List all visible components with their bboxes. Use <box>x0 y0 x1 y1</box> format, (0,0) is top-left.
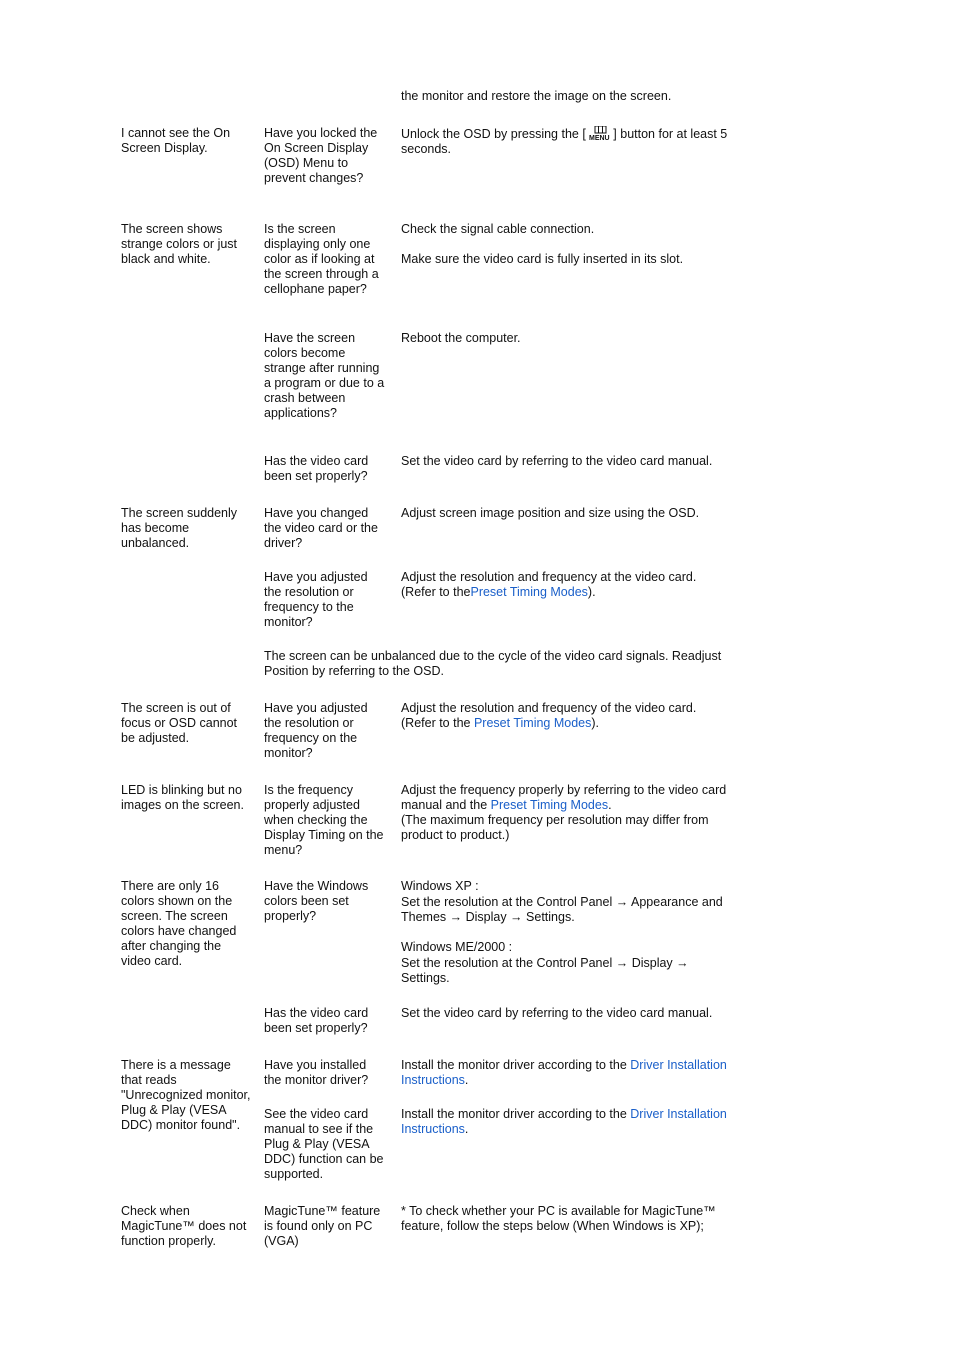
solution-adjust-resolution-card: Adjust the resolution and frequency of the video card. (Refer to the Preset Timing Modes). <box>401 701 697 730</box>
problem-strange-colors: The screen shows strange colors or just black and white. <box>121 222 238 266</box>
preset-timing-modes-link[interactable]: Preset Timing Modes <box>470 584 588 599</box>
check-driver-installed: Have you installed the monitor driver? <box>264 1058 369 1087</box>
preset-timing-modes-link[interactable]: Preset Timing Modes <box>490 797 609 812</box>
problem-osd-not-visible: I cannot see the On Screen Display. <box>121 126 231 155</box>
driver-installation-link[interactable]: Driver Installation Instructions <box>401 1058 727 1087</box>
svg-text:MENU: MENU <box>589 135 610 140</box>
check-osd-locked: Have you locked the On Screen Display (OSD) Menu to prevent changes? <box>264 126 378 185</box>
problem-out-of-focus: The screen is out of focus or OSD cannot be adjusted. <box>121 701 238 745</box>
solution-adjust-position: Adjust screen image position and size using the OSD. <box>401 506 700 520</box>
check-video-card-set-2: Has the video card been set properly? <box>264 1006 369 1035</box>
problem-led-blinking: LED is blinking but no images on the screen. <box>121 783 244 812</box>
solution-install-driver-2: Install the monitor driver according to the Driver Installation Instructions. <box>401 1107 727 1136</box>
problem-magictune: Check when MagicTune™ does not function properly. <box>121 1204 247 1248</box>
preset-timing-modes-link[interactable]: Preset Timing Modes <box>473 715 592 730</box>
check-adjusted-resolution: Have you adjusted the resolution or frequency to the monitor? <box>264 570 368 629</box>
check-one-color: Is the screen displaying only one color as if looking at the screen through a cellophane paper? <box>264 222 379 296</box>
solution-unlock-osd: Unlock the OSD by pressing the [ MENU ] button for at least 5 seconds. <box>401 127 728 156</box>
note-unbalanced-cycle: The screen can be unbalanced due to the cycle of the video card signals. Readjust Position by referring to the OSD. <box>264 649 722 678</box>
check-video-card-set: Has the video card been set properly? <box>264 454 369 483</box>
solution-video-card-manual-2: Set the video card by referring to the video card manual. <box>401 1006 713 1020</box>
solution-reboot: Reboot the computer. <box>401 331 521 345</box>
solution-magictune-steps: * To check whether your PC is available for MagicTune™ feature, follow the steps below (When Windows is XP); <box>401 1204 716 1233</box>
check-windows-colors: Have the Windows colors been set properly? <box>264 879 369 923</box>
check-plug-and-play: See the video card manual to see if the Plug & Play (VESA DDC) function can be supported. <box>264 1107 384 1181</box>
solution-video-card-manual: Set the video card by referring to the video card manual. <box>401 454 713 468</box>
problem-unrecognized-monitor: There is a message that reads "Unrecognized monitor, Plug & Play (VESA DDC) monitor found". <box>121 1058 251 1132</box>
check-adjusted-resolution-monitor: Have you adjusted the resolution or frequency on the monitor? <box>264 701 368 760</box>
menu-button-icon <box>589 126 613 140</box>
driver-installation-link[interactable]: Driver Installation Instructions <box>401 1107 727 1136</box>
check-magictune-pc: MagicTune™ feature is found only on PC (VGA) <box>264 1204 381 1248</box>
check-frequency-adjusted: Is the frequency properly adjusted when checking the Display Timing on the menu? <box>264 783 384 857</box>
solution-windows-xp: Windows XP : Set the resolution at the Control Panel → Appearance and Themes → Display → Settings. <box>401 879 723 925</box>
solution-windows-me: Windows ME/2000 : Set the resolution at the Control Panel → Display → Settings. <box>401 940 689 986</box>
check-changed-video-card: Have you changed the video card or the driver? <box>264 506 378 550</box>
problem-16-colors: There are only 16 colors shown on the screen. The screen colors have changed after changing the video card. <box>121 879 237 968</box>
check-colors-after-crash: Have the screen colors become strange after running a program or due to a crash between applications? <box>264 331 385 420</box>
solution-install-driver: Install the monitor driver according to the Driver Installation Instructions. <box>401 1058 727 1087</box>
solution-adjust-frequency: Adjust the frequency properly by referring to the video card manual and the Preset Timing Modes. (The maximum frequency per resolution may differ from product to product.) <box>401 783 727 842</box>
solution-check-cable: Check the signal cable connection. <box>401 222 595 236</box>
problem-screen-unbalanced: The screen suddenly has become unbalanced. <box>121 506 238 550</box>
solution-adjust-resolution: Adjust the resolution and frequency at the video card. (Refer to thePreset Timing Modes). <box>401 570 697 599</box>
solution-video-card-inserted: Make sure the video card is fully inserted in its slot. <box>401 252 684 266</box>
solution-restore-image: the monitor and restore the image on the screen. <box>401 89 672 103</box>
